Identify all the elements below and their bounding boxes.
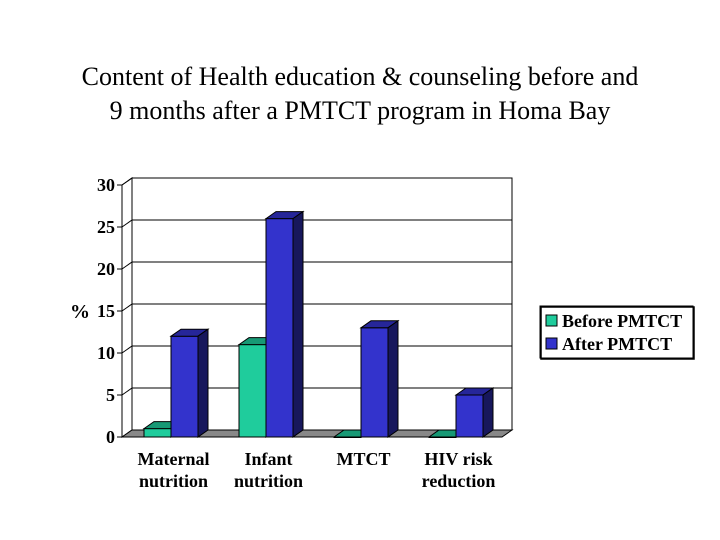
x-category-label: Maternal [137,449,210,469]
x-category-label: reduction [421,471,496,491]
bar-front [144,429,171,437]
bar [171,329,208,437]
x-category-label: Infant [244,449,293,469]
bar [266,212,303,437]
bar-front [171,336,198,437]
y-tick-label: 0 [106,427,115,447]
bar-front [239,345,266,437]
y-tick-label: 10 [97,343,115,363]
bar-side [293,212,303,437]
chart-title-line-2: 9 months after a PMTCT program in Homa Bay [109,96,611,125]
legend-swatch [546,315,557,326]
legend-label: After PMTCT [562,334,673,354]
y-tick-label: 15 [97,301,115,321]
y-axis-label: % [70,301,90,323]
bar-front [266,219,293,437]
chart-title-line-1: Content of Health education & counseling before and [81,62,639,91]
bar-front [361,328,388,437]
x-category-label: HIV risk [424,449,493,469]
y-tick-label: 20 [97,259,115,279]
y-tick-label: 25 [97,217,115,237]
legend-label: Before PMTCT [562,311,683,331]
legend-swatch [546,338,557,349]
y-tick-label: 5 [106,385,115,405]
bar [456,388,493,437]
x-category-label: nutrition [138,471,209,491]
bar-side [483,388,493,437]
plot-area [70,175,512,491]
legend [540,306,694,359]
bar-side [388,321,398,437]
y-tick-label: 30 [97,175,115,195]
x-category-label: MTCT [336,449,391,469]
bar-front [456,395,483,437]
bar [361,321,398,437]
bar-side [198,329,208,437]
x-category-label: nutrition [233,471,304,491]
